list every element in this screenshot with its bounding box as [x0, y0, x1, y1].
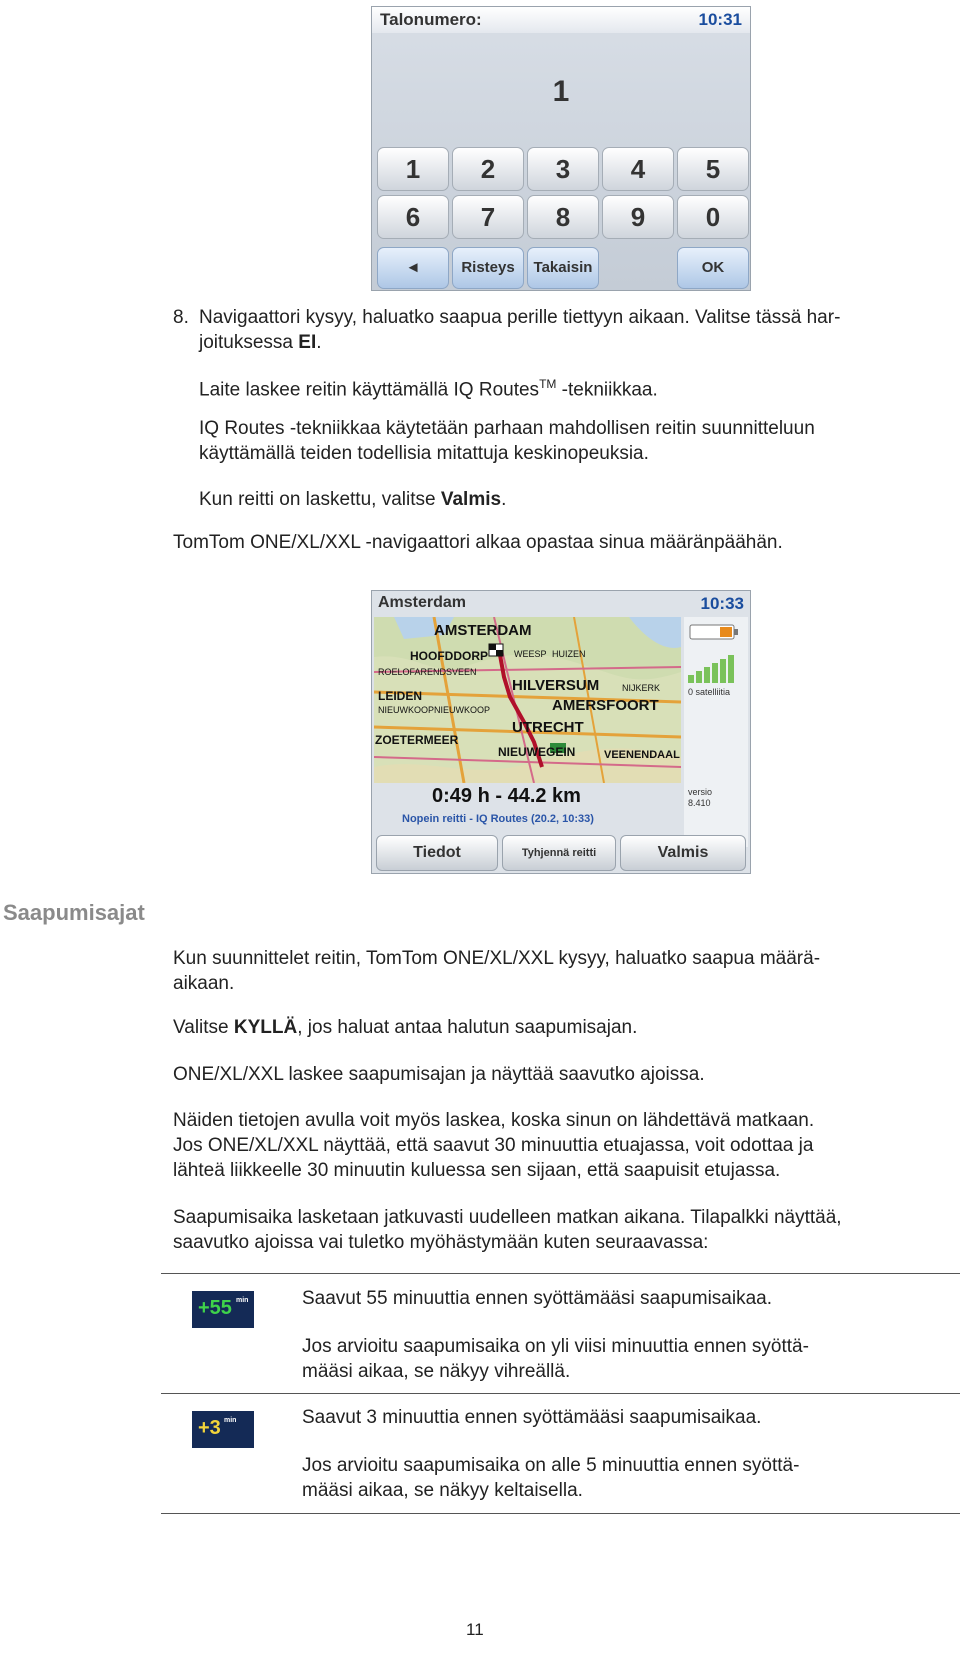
done-line [199, 487, 506, 512]
key-1[interactable]: 1 [377, 147, 449, 191]
map-label-nijkerk: NIJKERK [622, 683, 661, 693]
back-arrow-button[interactable] [377, 247, 449, 289]
backspace-button[interactable]: Takaisin [527, 247, 599, 289]
choose-yes-text-end: , jos haluat antaa halutun saapumisajan. [297, 1017, 638, 1038]
intro-line1: Kun suunnittelet reitin, TomTom ONE/XL/XXL kysyy, haluatko saapua määrä- [173, 948, 821, 969]
iq-routes-line [199, 372, 658, 402]
badge-value: +3 [198, 1417, 221, 1439]
map-label-amsterdam: AMSTERDAM [434, 622, 532, 639]
version-value: 8.410 [688, 798, 711, 808]
iq-routes-text: Laite laskee reitin käyttämällä IQ Routes [199, 379, 540, 401]
map-label-leyden: NIEUWKOOP [378, 705, 435, 715]
house-number-label: Talonumero: [380, 10, 482, 29]
trademark-mark: TM [539, 377, 557, 391]
row1-line3: määsi aikaa, se näkyy vihreällä. [302, 1361, 571, 1382]
row2-line1: Saavut 3 minuuttia ennen syöttämääsi saapumisaikaa. [302, 1407, 762, 1428]
map-label-roelofarendsveen: ROELOFARENDSVEEN [378, 667, 477, 677]
key-3[interactable]: 3 [527, 147, 599, 191]
map-label-nieuwkoop: NIEUWKOOP [434, 705, 491, 715]
map-label-huizen: HUIZEN [552, 649, 586, 659]
trip-duration: 0:49 h - 44.2 km [432, 785, 581, 807]
key-2[interactable]: 2 [452, 147, 524, 191]
map-label-hilversum: HILVERSUM [512, 677, 600, 694]
departure-line3: lähteä liikkeelle 30 minuutin kuluessa sen sijaan, että saapuisit etujassa. [173, 1160, 781, 1181]
status-sidebar [684, 617, 748, 847]
key-4[interactable]: 4 [602, 147, 674, 191]
map-label-hoofddorp: HOOFDDORP [410, 649, 488, 663]
done-button[interactable]: Valmis [620, 835, 746, 871]
early-55-badge-icon [192, 1291, 254, 1328]
map-label-nieuwegein: NIEUWEGEIN [498, 745, 576, 759]
intro-line2: aikaan. [173, 973, 235, 994]
key-9[interactable]: 9 [602, 195, 674, 239]
choose-yes-emphasis: KYLLÄ [233, 1017, 298, 1038]
map-label-weesp: WEESP [514, 649, 547, 659]
key-0[interactable]: 0 [677, 195, 749, 239]
iq-desc-line1: IQ Routes -tekniikkaa käytetään parhaan mahdollisen reitin suunnitteluun [199, 418, 815, 439]
row1-line2: Jos arvioitu saapumisaika on yli viisi minuuttia ennen syöttä- [302, 1336, 809, 1357]
table-rule-top [161, 1273, 960, 1274]
map-label-amersfoort: AMERSFOORT [552, 697, 659, 714]
calc-line: ONE/XL/XXL laskee saapumisajan ja näyttää saavutko ajoissa. [173, 1064, 705, 1085]
step8-line2-emphasis: EI [298, 332, 317, 353]
choose-yes-text: Valitse [173, 1017, 234, 1038]
map-label-utrecht: UTRECHT [512, 719, 584, 736]
row2-line2: Jos arvioitu saapumisaika on alle 5 minuuttia ennen syöttä- [302, 1455, 800, 1476]
map-label-zoetermeer: ZOETERMEER [375, 733, 459, 747]
clock: 10:31 [698, 10, 742, 29]
house-number-screen [371, 6, 751, 291]
section-heading: Saapumisajat [3, 900, 145, 925]
table-rule-middle [161, 1393, 960, 1394]
early-3-badge-icon [192, 1411, 254, 1448]
step8-line2 [199, 330, 322, 355]
iq-desc-line2: käyttämällä teiden todellisia mitattuja keskinopeuksia. [199, 443, 649, 464]
version-info [688, 787, 712, 809]
clock: 10:33 [700, 594, 744, 613]
badge-unit: min [236, 1297, 249, 1304]
city-title: Amsterdam [378, 594, 467, 611]
key-8[interactable]: 8 [527, 195, 599, 239]
done-text: Kun reitti on laskettu, valitse [199, 489, 441, 510]
statusbar-line2: saavutko ajoissa vai tuletko myöhästymään kuten seuraavassa: [173, 1232, 709, 1253]
choose-yes-line [173, 1015, 637, 1040]
house-number-input[interactable]: 1 [552, 75, 570, 108]
crossing-button[interactable]: Risteys [452, 247, 524, 289]
key-6[interactable]: 6 [377, 195, 449, 239]
page-number: 11 [466, 1620, 484, 1639]
clear-route-button[interactable]: Tyhjennä reitti [502, 835, 616, 871]
departure-line2: Jos ONE/XL/XXL näyttää, että saavut 30 minuuttia etuajassa, voit odottaa ja [173, 1135, 814, 1156]
battery-icon [684, 617, 748, 737]
left-arrow-icon: ◄ [405, 259, 421, 276]
route-info: Nopein reitti - IQ Routes (20.2, 10:33) [402, 813, 594, 825]
iq-routes-text-end: -tekniikkaa. [556, 379, 658, 401]
map-label-veenendaal: VEENENDAAL [604, 749, 680, 761]
step8-line2-end: . [316, 332, 322, 353]
version-label: versio [688, 787, 713, 797]
ok-button[interactable]: OK [677, 247, 749, 289]
badge-unit: min [224, 1417, 237, 1424]
screen-header [372, 7, 750, 33]
guide-line: TomTom ONE/XL/XXL -navigaattori alkaa opastaa sinua määränpäähän. [173, 532, 783, 553]
step-number: 8. [173, 307, 189, 328]
badge-value: +55 [198, 1297, 232, 1319]
satellite-count: 0 satelliitia [688, 687, 731, 697]
row1-line1: Saavut 55 minuuttia ennen syöttämääsi saapumisaikaa. [302, 1288, 772, 1309]
step8-line2-text: joituksessa [199, 332, 299, 353]
route-summary-screen [371, 590, 751, 874]
done-emphasis: Valmis [440, 489, 502, 510]
step8-line1: Navigaattori kysyy, haluatko saapua perille tiettyyn aikaan. Valitse tässä har- [199, 307, 841, 328]
key-7[interactable]: 7 [452, 195, 524, 239]
map-label-leiden: LEIDEN [378, 689, 423, 703]
row2-line3: määsi aikaa, se näkyy keltaisella. [302, 1480, 583, 1501]
table-rule-bottom [161, 1513, 960, 1514]
done-text-end: . [501, 489, 507, 510]
statusbar-line1: Saapumisaika lasketaan jatkuvasti uudelleen matkan aikana. Tilapalkki näyttää, [173, 1207, 842, 1228]
details-button[interactable]: Tiedot [376, 835, 498, 871]
departure-line1: Näiden tietojen avulla voit myös laskea, koska sinun on lähdettävä matkaan. [173, 1110, 815, 1131]
key-5[interactable]: 5 [677, 147, 749, 191]
